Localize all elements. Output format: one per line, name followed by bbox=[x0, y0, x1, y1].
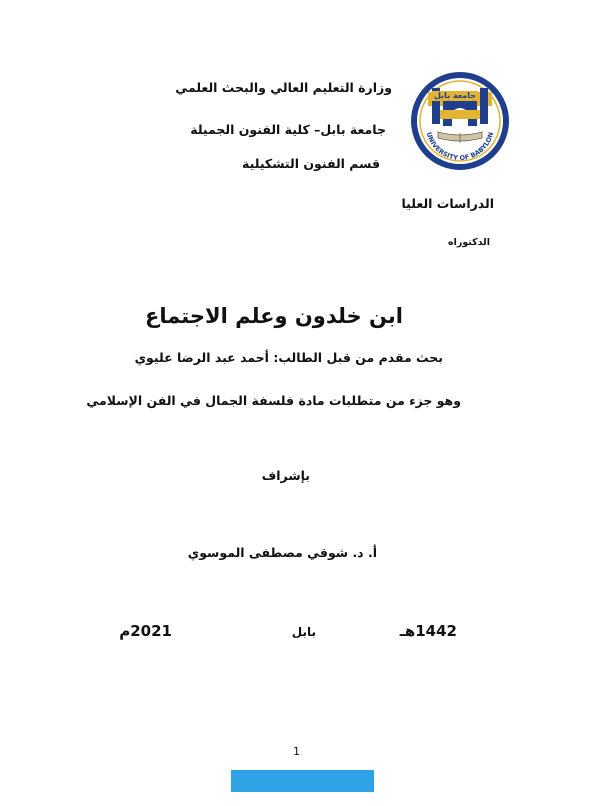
gregorian-year: 2021م bbox=[119, 622, 172, 640]
university-college-line: جامعة بابل– كلية الفنون الجميلة bbox=[190, 122, 386, 137]
hijri-year: 1442هـ bbox=[399, 622, 457, 640]
university-of-babylon-logo bbox=[410, 66, 510, 176]
degree-line: الدكتوراه bbox=[447, 237, 490, 248]
research-title: ابن خلدون وعلم الاجتماع bbox=[144, 304, 403, 328]
logo-arabic-text: جامعة بابل bbox=[434, 91, 477, 100]
requirement-line: وهو جزء من متطلبات مادة فلسفة الجمال في الفن الإسلامي bbox=[86, 393, 461, 408]
department-line: قسم الفنون التشكيلية bbox=[242, 156, 380, 171]
supervisor-name: أ. د. شوقي مصطفى الموسوي bbox=[187, 545, 377, 560]
page-number: 1 bbox=[293, 745, 300, 758]
graduate-studies-line: الدراسات العليا bbox=[401, 196, 494, 211]
logo-english-text: UNIVERSITY OF BABYLON bbox=[424, 131, 496, 163]
supervision-label: بإشراف bbox=[261, 468, 310, 483]
submitted-by-line: بحث مقدم من قبل الطالب: أحمد عبد الرضا عليوي bbox=[134, 350, 443, 365]
place-name: بابل bbox=[291, 625, 316, 639]
bottom-accent-bar bbox=[231, 770, 374, 792]
ministry-line: وزارة التعليم العالي والبحث العلمي bbox=[175, 80, 392, 95]
